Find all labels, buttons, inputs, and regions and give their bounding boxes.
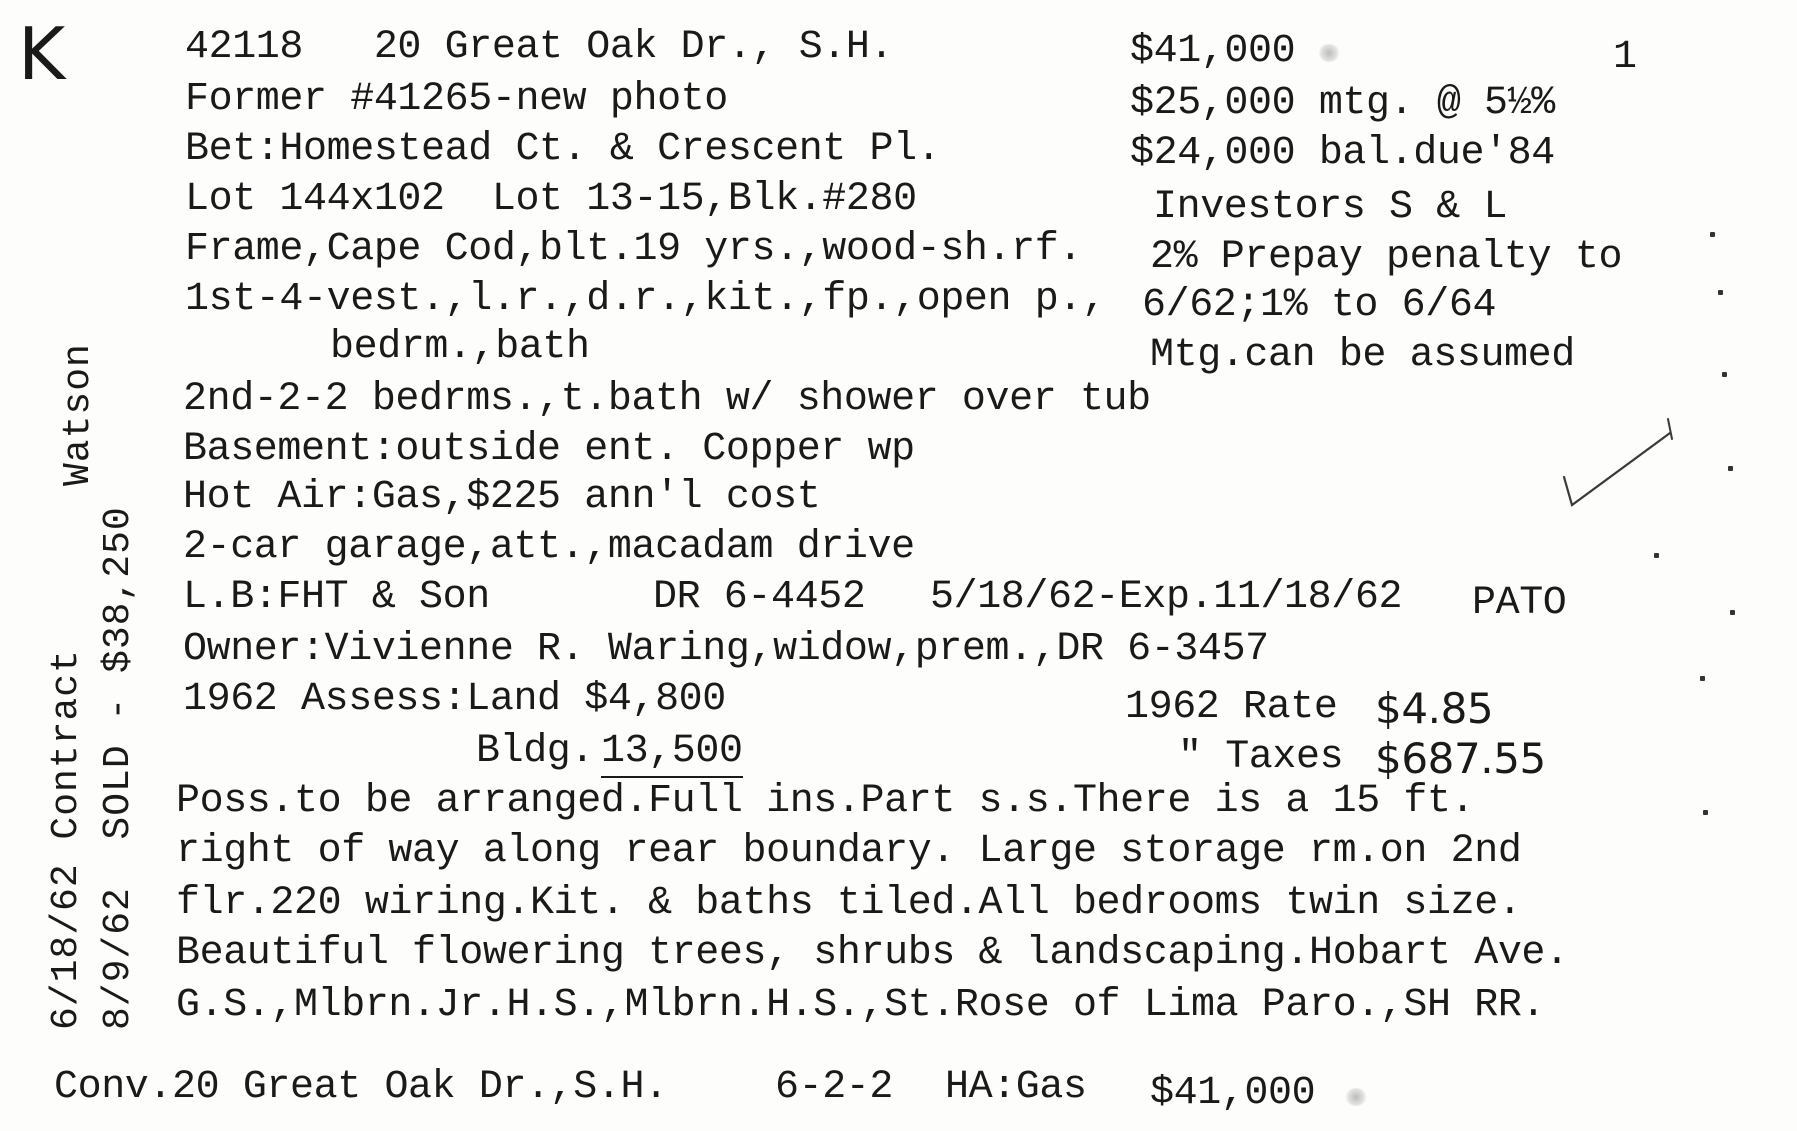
footer-address: Conv.20 Great Oak Dr.,S.H.: [54, 1065, 668, 1110]
first-floor-cont-line: bedrm.,bath: [330, 325, 590, 370]
remarks-line-1: Poss.to be arranged.Full ins.Part s.s.There is a 15 ft.: [176, 779, 1475, 824]
mortgage-balance: $24,000 bal.due'84: [1130, 131, 1555, 176]
prepay-penalty: 2% Prepay penalty to: [1150, 235, 1623, 280]
owner-line: Owner:Vivienne R. Waring,widow,prem.,DR 6-3457: [183, 627, 1269, 672]
footer-rooms: 6-2-2: [775, 1065, 894, 1110]
speck: [1718, 290, 1723, 295]
ink-smudge: [1345, 1088, 1367, 1106]
listing-broker: L.B:FHT & Son: [183, 575, 490, 620]
assessment-bldg-value: 13,500: [601, 732, 743, 778]
pato-code: PATO: [1472, 581, 1567, 626]
speck: [1700, 676, 1705, 681]
sold-note: 8/9/62 SOLD - $38,250: [97, 506, 140, 1030]
listing-dates: 5/18/62-Exp.11/18/62: [930, 575, 1403, 620]
speck: [1728, 466, 1733, 471]
construction-line: Frame,Cape Cod,blt.19 yrs.,wood-sh.rf.: [185, 227, 1082, 272]
second-floor-line: 2nd-2-2 bedrms.,t.bath w/ shower over tub: [183, 377, 1151, 422]
broker-phone: DR 6-4452: [653, 575, 866, 620]
remarks-line-4: Beautiful flowering trees, shrubs & landscaping.Hobart Ave.: [176, 931, 1569, 976]
assessment-bldg-label: Bldg.: [476, 729, 595, 774]
first-floor-line: 1st-4-vest.,l.r.,d.r.,kit.,fp.,open p.,: [185, 277, 1106, 322]
speck: [1710, 232, 1715, 237]
taxes-label: " Taxes: [1178, 735, 1344, 780]
heating-line: Hot Air:Gas,$225 ann'l cost: [183, 475, 821, 520]
speck: [1654, 553, 1659, 558]
contract-date-note: 6/18/62 Contract: [45, 649, 88, 1030]
lender: Investors S & L: [1153, 185, 1508, 230]
tax-rate-label: 1962 Rate: [1125, 685, 1338, 730]
agent-name: Watson: [57, 343, 100, 486]
corner-letter: K: [18, 12, 66, 96]
asking-price: $41,000: [1130, 29, 1296, 74]
location-line: Bet:Homestead Ct. & Crescent Pl.: [185, 127, 941, 172]
speck: [1703, 810, 1708, 815]
lot-line: Lot 144x102 Lot 13-15,Blk.#280: [185, 177, 917, 222]
mortgage-amount: $25,000 mtg. @ 5½%: [1130, 81, 1555, 126]
assessment-land-line: 1962 Assess:Land $4,800: [183, 677, 726, 722]
ink-smudge: [1318, 44, 1340, 62]
tax-rate-value: $4.85: [1375, 684, 1494, 733]
mortgage-assumable: Mtg.can be assumed: [1150, 333, 1575, 378]
remarks-line-5: G.S.,Mlbrn.Jr.H.S.,Mlbrn.H.S.,St.Rose of Lima Paro.,SH RR.: [176, 983, 1546, 1028]
former-listing-line: Former #41265-new photo: [185, 77, 728, 122]
footer-price: $41,000: [1150, 1071, 1316, 1116]
remarks-line-2: right of way along rear boundary. Large storage rm.on 2nd: [176, 829, 1522, 874]
footer-heat: HA:Gas: [945, 1065, 1087, 1110]
basement-line: Basement:outside ent. Copper wp: [183, 427, 915, 472]
speck: [1722, 372, 1727, 377]
prepay-penalty-cont: 6/62;1% to 6/64: [1142, 283, 1497, 328]
taxes-value: $687.55: [1375, 734, 1546, 783]
remarks-line-3: flr.220 wiring.Kit. & baths tiled.All bedrooms twin size.: [176, 881, 1522, 926]
listing-header-line: 42118 20 Great Oak Dr., S.H.: [185, 25, 894, 70]
page-number: 1: [1613, 35, 1637, 80]
garage-line: 2-car garage,att.,macadam drive: [183, 525, 915, 570]
check-mark-icon: [1560, 405, 1680, 515]
speck: [1730, 610, 1735, 615]
